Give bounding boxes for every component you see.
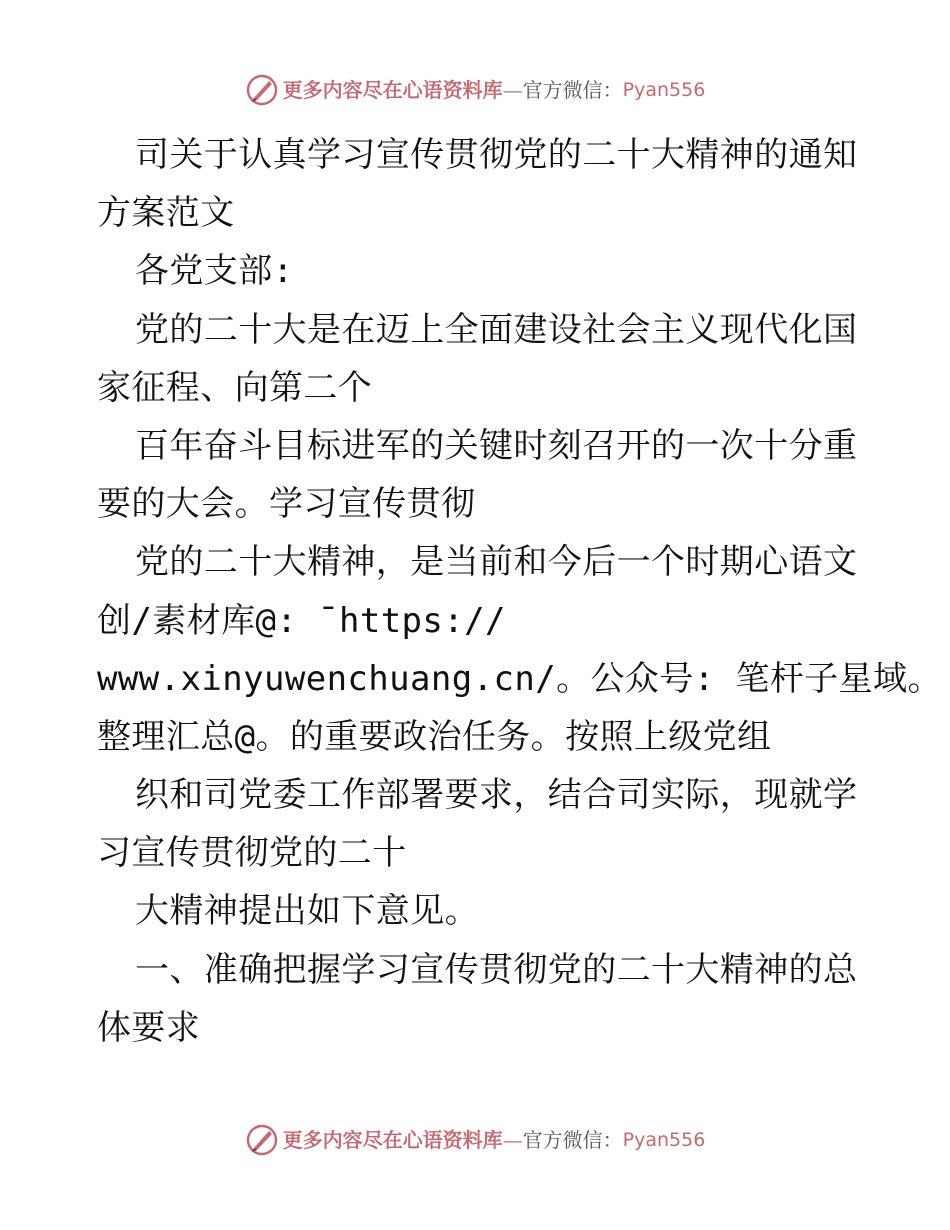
text-line: 整理汇总@。的重要政治任务。按照上级党组 [97,716,772,757]
text-line: 司关于认真学习宣传贯彻党的二十大精神的通知 [135,135,858,175]
text-line: www.xinyuwenchuang.cn/。公众号: 笔杆子星域。 [97,658,942,699]
text-line: 体要求 [97,1007,201,1048]
quill-logo-icon [245,1123,279,1157]
text-line: 大精神提出如下意见。 [135,891,479,932]
text-line: 一、准确把握学习宣传贯彻党的二十大精神的总 [135,949,858,990]
text-line: 百年奋斗目标进军的关键时刻召开的一次十分重 [135,425,858,466]
banner-wechat-id: Pyan556 [622,1128,706,1151]
quill-logo-icon [245,73,279,107]
text-line: 家征程、向第二个 [97,367,373,408]
text-line: 党的二十大是在迈上全面建设社会主义现代化国 [135,309,858,350]
banner-main-text: 更多内容尽在心语资料库 [282,1128,503,1152]
text-line: 方案范文 [97,193,235,234]
footer-banner [0,1120,950,1160]
banner-wechat-label: 官方微信： [522,78,623,102]
banner-wechat-label: 官方微信： [522,1128,623,1152]
text-line: 创/素材库@: ¯https:// [97,600,506,641]
banner-main-text: 更多内容尽在心语资料库 [282,78,503,102]
banner-wechat-id: Pyan556 [622,78,706,101]
text-line: 要的大会。学习宣传贯彻 [97,484,476,525]
text-line: 党的二十大精神，是当前和今后一个时期心语文 [135,542,858,583]
text-line: 习宣传贯彻党的二十 [97,833,407,874]
banner-dash: — [502,1128,523,1152]
text-line: 各党支部: [135,251,294,292]
document-body [97,126,942,1057]
text-line: 织和司党委工作部署要求，结合司实际，现就学 [135,775,858,816]
header-banner [0,70,950,110]
banner-dash: — [502,78,523,102]
